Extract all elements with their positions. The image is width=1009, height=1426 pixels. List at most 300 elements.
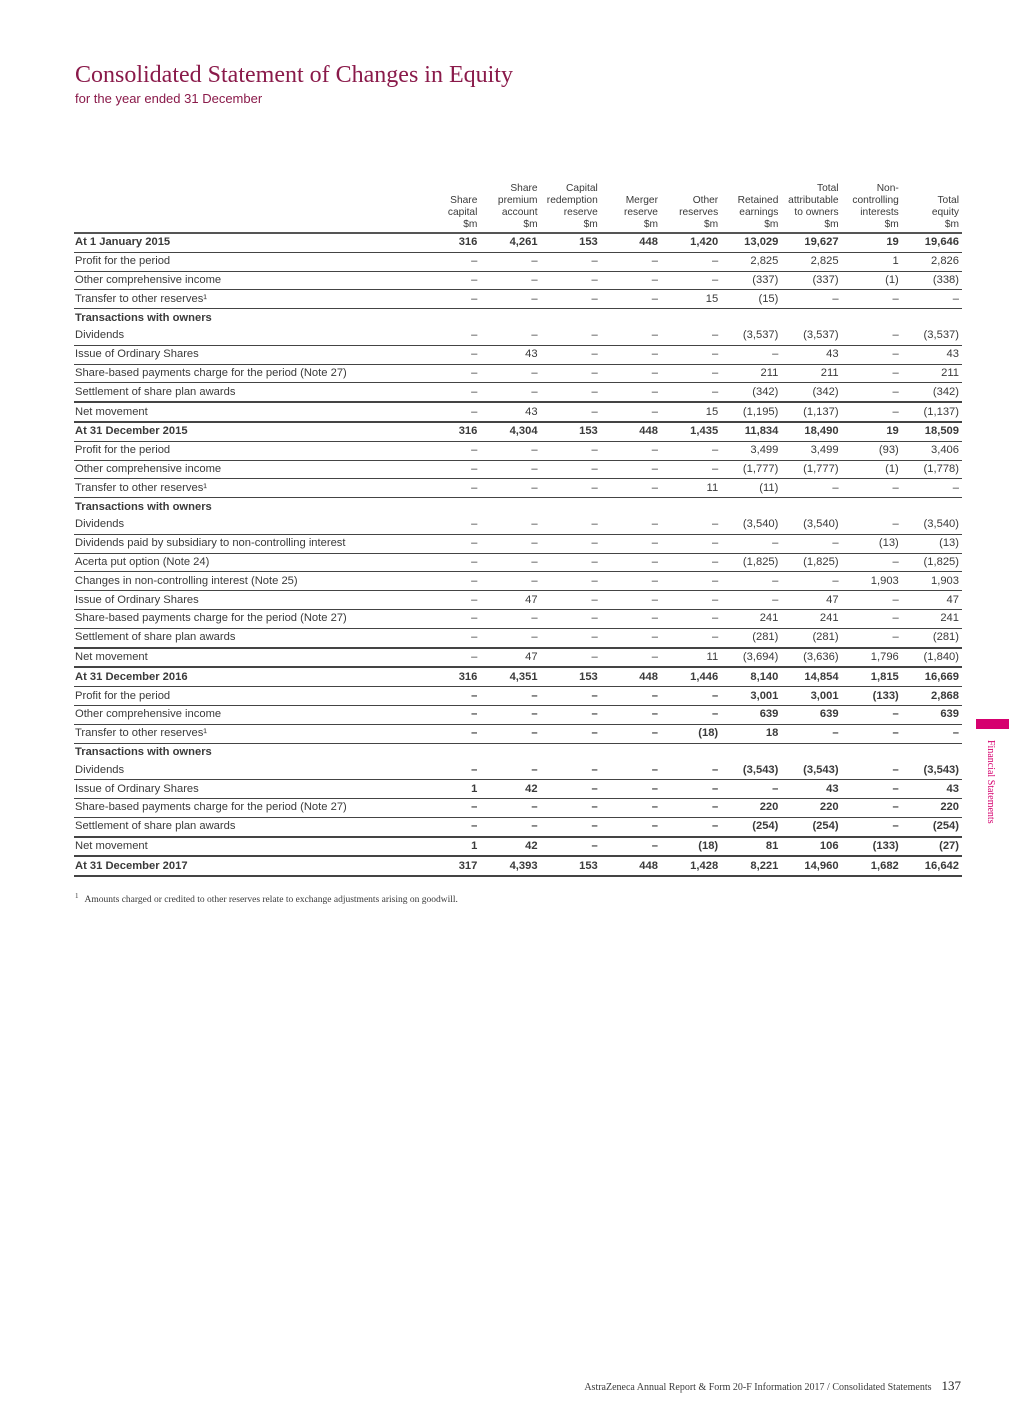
cell-value: – bbox=[541, 345, 601, 364]
table-row bbox=[74, 534, 962, 553]
cell-value bbox=[601, 743, 661, 761]
cell-value: – bbox=[541, 553, 601, 572]
cell-value: 4,261 bbox=[480, 233, 540, 252]
cell-value: (13) bbox=[902, 534, 962, 553]
cell-value: 1,682 bbox=[842, 856, 902, 876]
cell-value: – bbox=[480, 479, 540, 498]
column-header-line: $m bbox=[764, 219, 779, 230]
cell-value: 220 bbox=[781, 798, 841, 817]
column-header-line: reserve bbox=[563, 207, 598, 218]
cell-value: (1,137) bbox=[781, 402, 841, 422]
cell-value: – bbox=[661, 345, 721, 364]
cell-value: – bbox=[541, 780, 601, 799]
column-header bbox=[601, 183, 661, 233]
cell-value bbox=[480, 309, 540, 327]
cell-value: – bbox=[480, 516, 540, 534]
cell-value: 16,669 bbox=[902, 667, 962, 686]
table-row bbox=[74, 498, 962, 516]
cell-value: – bbox=[541, 648, 601, 668]
cell-value: 211 bbox=[902, 364, 962, 383]
cell-value: 2,825 bbox=[721, 252, 781, 271]
cell-value bbox=[721, 743, 781, 761]
cell-value: – bbox=[842, 327, 902, 345]
cell-value: – bbox=[601, 383, 661, 402]
cell-value: (342) bbox=[721, 383, 781, 402]
column-header-line: equity bbox=[931, 207, 959, 218]
column-header-line: Capital bbox=[566, 183, 598, 194]
cell-value: 241 bbox=[721, 609, 781, 628]
cell-value: – bbox=[420, 271, 480, 290]
cell-value: 43 bbox=[480, 345, 540, 364]
cell-value: – bbox=[842, 798, 902, 817]
cell-value bbox=[541, 498, 601, 516]
cell-value: – bbox=[420, 441, 480, 460]
row-label: Transfer to other reserves¹ bbox=[74, 290, 420, 309]
cell-value: – bbox=[541, 516, 601, 534]
cell-value: – bbox=[601, 687, 661, 706]
column-header-line: account bbox=[501, 207, 538, 218]
column-header-line: interests bbox=[860, 207, 899, 218]
cell-value: – bbox=[601, 271, 661, 290]
cell-value: – bbox=[842, 479, 902, 498]
cell-value: – bbox=[541, 609, 601, 628]
cell-value: (3,694) bbox=[721, 648, 781, 668]
cell-value: 2,825 bbox=[781, 252, 841, 271]
table-row bbox=[74, 441, 962, 460]
cell-value: – bbox=[601, 252, 661, 271]
row-label: Transfer to other reserves¹ bbox=[74, 479, 420, 498]
cell-value: – bbox=[661, 553, 721, 572]
cell-value: – bbox=[420, 402, 480, 422]
column-header bbox=[902, 183, 962, 233]
cell-value: 1 bbox=[842, 252, 902, 271]
cell-value: – bbox=[661, 534, 721, 553]
cell-value: – bbox=[842, 516, 902, 534]
cell-value bbox=[661, 498, 721, 516]
cell-value: – bbox=[661, 271, 721, 290]
cell-value bbox=[541, 743, 601, 761]
cell-value: – bbox=[781, 534, 841, 553]
cell-value: 1 bbox=[420, 780, 480, 799]
column-header-line: earnings bbox=[739, 207, 779, 218]
cell-value: – bbox=[661, 572, 721, 591]
cell-value: – bbox=[541, 817, 601, 836]
cell-value: – bbox=[541, 460, 601, 479]
cell-value: – bbox=[601, 402, 661, 422]
cell-value: (342) bbox=[781, 383, 841, 402]
cell-value: – bbox=[480, 798, 540, 817]
cell-value: – bbox=[661, 460, 721, 479]
cell-value: – bbox=[601, 761, 661, 779]
cell-value: – bbox=[601, 516, 661, 534]
row-label: Changes in non-controlling interest (Note 25) bbox=[74, 572, 420, 591]
cell-value: 2,826 bbox=[902, 252, 962, 271]
cell-value: – bbox=[420, 648, 480, 668]
cell-value: – bbox=[420, 761, 480, 779]
cell-value: 106 bbox=[781, 837, 841, 857]
cell-value: – bbox=[601, 837, 661, 857]
cell-value: – bbox=[541, 798, 601, 817]
cell-value: – bbox=[541, 271, 601, 290]
equity-table bbox=[74, 183, 962, 877]
column-header-line: premium bbox=[497, 195, 538, 206]
cell-value: – bbox=[541, 252, 601, 271]
cell-value: 43 bbox=[781, 345, 841, 364]
cell-value: – bbox=[842, 609, 902, 628]
cell-value: (1,777) bbox=[781, 460, 841, 479]
cell-value: – bbox=[420, 687, 480, 706]
table-row bbox=[74, 648, 962, 668]
row-label: Transactions with owners bbox=[75, 311, 212, 324]
cell-value: 13,029 bbox=[721, 233, 781, 252]
cell-value: – bbox=[541, 724, 601, 743]
cell-value: – bbox=[541, 290, 601, 309]
cell-value: (3,543) bbox=[781, 761, 841, 779]
cell-value: – bbox=[661, 364, 721, 383]
row-label: Dividends bbox=[74, 516, 420, 534]
row-label: At 1 January 2015 bbox=[74, 233, 420, 252]
column-header-line: $m bbox=[944, 219, 959, 230]
cell-value: 16,642 bbox=[902, 856, 962, 876]
table-row bbox=[74, 327, 962, 345]
cell-value: 43 bbox=[902, 780, 962, 799]
cell-value: 211 bbox=[721, 364, 781, 383]
cell-value: – bbox=[661, 441, 721, 460]
cell-value: (254) bbox=[721, 817, 781, 836]
cell-value: 1,815 bbox=[842, 667, 902, 686]
cell-value: (1) bbox=[842, 460, 902, 479]
cell-value: (18) bbox=[661, 837, 721, 857]
cell-value: – bbox=[781, 479, 841, 498]
cell-value: – bbox=[480, 817, 540, 836]
cell-value: – bbox=[601, 479, 661, 498]
column-header-line: Merger bbox=[625, 195, 658, 206]
cell-value: – bbox=[781, 572, 841, 591]
cell-value: – bbox=[420, 705, 480, 724]
cell-value: – bbox=[480, 534, 540, 553]
cell-value: 3,001 bbox=[721, 687, 781, 706]
cell-value: – bbox=[420, 290, 480, 309]
row-label: Issue of Ordinary Shares bbox=[74, 591, 420, 610]
column-header bbox=[541, 183, 601, 233]
table-body bbox=[74, 233, 962, 876]
cell-value: – bbox=[842, 628, 902, 647]
row-label: Transactions with owners bbox=[75, 500, 212, 513]
cell-value: – bbox=[601, 648, 661, 668]
cell-value bbox=[601, 498, 661, 516]
cell-value: (133) bbox=[842, 687, 902, 706]
cell-value: – bbox=[420, 572, 480, 591]
cell-value: – bbox=[661, 705, 721, 724]
cell-value: – bbox=[420, 364, 480, 383]
cell-value: – bbox=[480, 441, 540, 460]
cell-value: 4,351 bbox=[480, 667, 540, 686]
cell-value: – bbox=[420, 534, 480, 553]
cell-value bbox=[721, 498, 781, 516]
cell-value: 42 bbox=[480, 780, 540, 799]
column-header-line: $m bbox=[824, 219, 839, 230]
footnote-marker: 1 bbox=[75, 892, 79, 900]
cell-value: – bbox=[420, 252, 480, 271]
table-row bbox=[74, 271, 962, 290]
cell-value: (337) bbox=[721, 271, 781, 290]
column-header-line: Non- bbox=[876, 183, 899, 194]
cell-value: (1,825) bbox=[902, 553, 962, 572]
cell-value: – bbox=[601, 798, 661, 817]
row-label: Net movement bbox=[74, 402, 420, 422]
column-header-line: $m bbox=[884, 219, 899, 230]
footnote bbox=[75, 892, 458, 905]
cell-value: (1,825) bbox=[721, 553, 781, 572]
cell-value: (3,537) bbox=[721, 327, 781, 345]
cell-value: 14,960 bbox=[781, 856, 841, 876]
column-header bbox=[781, 183, 841, 233]
cell-value: 15 bbox=[661, 290, 721, 309]
row-label: Share-based payments charge for the period (Note 27) bbox=[74, 364, 420, 383]
cell-value: – bbox=[601, 609, 661, 628]
row-label: Transactions with owners bbox=[75, 745, 212, 758]
cell-value: – bbox=[420, 516, 480, 534]
cell-value: – bbox=[420, 383, 480, 402]
cell-value: 19 bbox=[842, 422, 902, 441]
page-title: Consolidated Statement of Changes in Equity bbox=[75, 62, 513, 88]
cell-value: – bbox=[541, 327, 601, 345]
cell-value: 1 bbox=[420, 837, 480, 857]
cell-value: – bbox=[541, 705, 601, 724]
column-header-line: Total bbox=[817, 183, 839, 194]
cell-value: – bbox=[601, 591, 661, 610]
row-label: Acerta put option (Note 24) bbox=[74, 553, 420, 572]
cell-value: 19 bbox=[842, 233, 902, 252]
cell-value: 47 bbox=[480, 648, 540, 668]
row-label: Settlement of share plan awards bbox=[74, 383, 420, 402]
row-label: Other comprehensive income bbox=[74, 271, 420, 290]
cell-value: (281) bbox=[721, 628, 781, 647]
column-header-line: reserves bbox=[679, 207, 719, 218]
cell-value: – bbox=[420, 609, 480, 628]
cell-value: 47 bbox=[781, 591, 841, 610]
cell-value: (1,840) bbox=[902, 648, 962, 668]
column-header bbox=[721, 183, 781, 233]
cell-value: – bbox=[480, 553, 540, 572]
cell-value: – bbox=[902, 479, 962, 498]
cell-value: – bbox=[842, 705, 902, 724]
cell-value: – bbox=[541, 364, 601, 383]
cell-value: 1,903 bbox=[842, 572, 902, 591]
cell-value: – bbox=[541, 687, 601, 706]
cell-value: – bbox=[480, 364, 540, 383]
cell-value: – bbox=[842, 761, 902, 779]
cell-value: 317 bbox=[420, 856, 480, 876]
table-row bbox=[74, 460, 962, 479]
cell-value: (133) bbox=[842, 837, 902, 857]
section-tab-marker bbox=[976, 719, 1009, 729]
row-label: At 31 December 2016 bbox=[74, 667, 420, 686]
cell-value: 4,393 bbox=[480, 856, 540, 876]
column-header-line: to owners bbox=[794, 207, 839, 218]
table-row bbox=[74, 837, 962, 857]
cell-value: – bbox=[842, 553, 902, 572]
cell-value bbox=[721, 309, 781, 327]
column-header bbox=[480, 183, 540, 233]
cell-value: 153 bbox=[541, 856, 601, 876]
cell-value: – bbox=[420, 628, 480, 647]
cell-value bbox=[842, 498, 902, 516]
cell-value: 639 bbox=[721, 705, 781, 724]
row-label: Issue of Ordinary Shares bbox=[74, 345, 420, 364]
cell-value: 241 bbox=[902, 609, 962, 628]
page-footer bbox=[584, 1378, 961, 1394]
row-label: Settlement of share plan awards bbox=[74, 628, 420, 647]
column-header-line: Retained bbox=[737, 195, 779, 206]
cell-value: (3,537) bbox=[781, 327, 841, 345]
cell-value: 448 bbox=[601, 422, 661, 441]
cell-value: – bbox=[601, 290, 661, 309]
row-label: At 31 December 2017 bbox=[74, 856, 420, 876]
cell-value: 43 bbox=[480, 402, 540, 422]
cell-value: – bbox=[541, 383, 601, 402]
cell-value: – bbox=[420, 327, 480, 345]
table-row bbox=[74, 761, 962, 779]
cell-value: (3,537) bbox=[902, 327, 962, 345]
cell-value: 43 bbox=[902, 345, 962, 364]
cell-value: (18) bbox=[661, 724, 721, 743]
cell-value bbox=[902, 743, 962, 761]
table-row bbox=[74, 309, 962, 327]
cell-value: – bbox=[541, 628, 601, 647]
cell-value: – bbox=[541, 534, 601, 553]
column-header-line: reserve bbox=[623, 207, 658, 218]
cell-value bbox=[480, 498, 540, 516]
row-label: Share-based payments charge for the period (Note 27) bbox=[74, 609, 420, 628]
cell-value: 448 bbox=[601, 667, 661, 686]
cell-value: – bbox=[601, 724, 661, 743]
cell-value: 47 bbox=[902, 591, 962, 610]
cell-value: – bbox=[601, 817, 661, 836]
cell-value: – bbox=[541, 591, 601, 610]
cell-value: 639 bbox=[781, 705, 841, 724]
page-subtitle: for the year ended 31 December bbox=[75, 91, 263, 106]
cell-value: – bbox=[480, 327, 540, 345]
cell-value: (3,636) bbox=[781, 648, 841, 668]
cell-value: – bbox=[420, 479, 480, 498]
cell-value: – bbox=[601, 572, 661, 591]
column-header-line: $m bbox=[463, 219, 478, 230]
table-row bbox=[74, 290, 962, 309]
cell-value: (1) bbox=[842, 271, 902, 290]
row-label: Dividends paid by subsidiary to non-controlling interest bbox=[74, 534, 420, 553]
cell-value: – bbox=[601, 441, 661, 460]
cell-value: – bbox=[661, 327, 721, 345]
cell-value: – bbox=[601, 705, 661, 724]
cell-value: – bbox=[661, 798, 721, 817]
table-row bbox=[74, 705, 962, 724]
cell-value: – bbox=[601, 460, 661, 479]
table-row bbox=[74, 479, 962, 498]
cell-value: 1,446 bbox=[661, 667, 721, 686]
table-row bbox=[74, 233, 962, 252]
table-row bbox=[74, 743, 962, 761]
cell-value: – bbox=[842, 724, 902, 743]
cell-value bbox=[601, 309, 661, 327]
cell-value: – bbox=[661, 591, 721, 610]
row-label: Other comprehensive income bbox=[74, 460, 420, 479]
column-header-line: Other bbox=[692, 195, 719, 206]
row-label: Profit for the period bbox=[74, 687, 420, 706]
cell-value: – bbox=[480, 705, 540, 724]
row-label: Issue of Ordinary Shares bbox=[74, 780, 420, 799]
cell-value: – bbox=[661, 252, 721, 271]
column-header-line: $m bbox=[704, 219, 719, 230]
cell-value: 316 bbox=[420, 233, 480, 252]
cell-value: (338) bbox=[902, 271, 962, 290]
cell-value: – bbox=[661, 780, 721, 799]
table-row bbox=[74, 383, 962, 402]
cell-value: 241 bbox=[781, 609, 841, 628]
cell-value: – bbox=[541, 441, 601, 460]
row-label: Dividends bbox=[74, 761, 420, 779]
column-header-line: $m bbox=[523, 219, 538, 230]
row-label: Transfer to other reserves¹ bbox=[74, 724, 420, 743]
cell-value: (27) bbox=[902, 837, 962, 857]
column-header bbox=[661, 183, 721, 233]
cell-value: – bbox=[601, 780, 661, 799]
cell-value: 19,627 bbox=[781, 233, 841, 252]
cell-value: – bbox=[902, 290, 962, 309]
cell-value: (3,543) bbox=[721, 761, 781, 779]
cell-value: 1,796 bbox=[842, 648, 902, 668]
cell-value: 1,420 bbox=[661, 233, 721, 252]
column-header-line: Total bbox=[937, 195, 959, 206]
cell-value: – bbox=[541, 402, 601, 422]
cell-value: 3,406 bbox=[902, 441, 962, 460]
table-row bbox=[74, 402, 962, 422]
cell-value: 639 bbox=[902, 705, 962, 724]
cell-value: 2,868 bbox=[902, 687, 962, 706]
cell-value: 47 bbox=[480, 591, 540, 610]
table-row bbox=[74, 252, 962, 271]
table-row bbox=[74, 856, 962, 876]
cell-value: – bbox=[480, 609, 540, 628]
column-header bbox=[842, 183, 902, 233]
cell-value: 4,304 bbox=[480, 422, 540, 441]
cell-value: – bbox=[721, 572, 781, 591]
cell-value bbox=[781, 498, 841, 516]
cell-value: (254) bbox=[902, 817, 962, 836]
row-label: Net movement bbox=[74, 837, 420, 857]
row-label: Profit for the period bbox=[74, 252, 420, 271]
cell-value: – bbox=[480, 271, 540, 290]
cell-value: 19,646 bbox=[902, 233, 962, 252]
cell-value: – bbox=[480, 572, 540, 591]
cell-value: (3,540) bbox=[781, 516, 841, 534]
cell-value: – bbox=[661, 761, 721, 779]
cell-value: – bbox=[420, 591, 480, 610]
cell-value: 14,854 bbox=[781, 667, 841, 686]
page-number: 137 bbox=[941, 1378, 961, 1393]
section-side-label: Financial Statements bbox=[985, 740, 996, 824]
cell-value: 220 bbox=[902, 798, 962, 817]
cell-value bbox=[902, 498, 962, 516]
cell-value: 3,499 bbox=[781, 441, 841, 460]
cell-value: – bbox=[661, 609, 721, 628]
column-header-line: attributable bbox=[788, 195, 839, 206]
cell-value bbox=[781, 743, 841, 761]
cell-value: – bbox=[541, 837, 601, 857]
cell-value: – bbox=[420, 345, 480, 364]
cell-value: – bbox=[842, 290, 902, 309]
cell-value: (281) bbox=[902, 628, 962, 647]
